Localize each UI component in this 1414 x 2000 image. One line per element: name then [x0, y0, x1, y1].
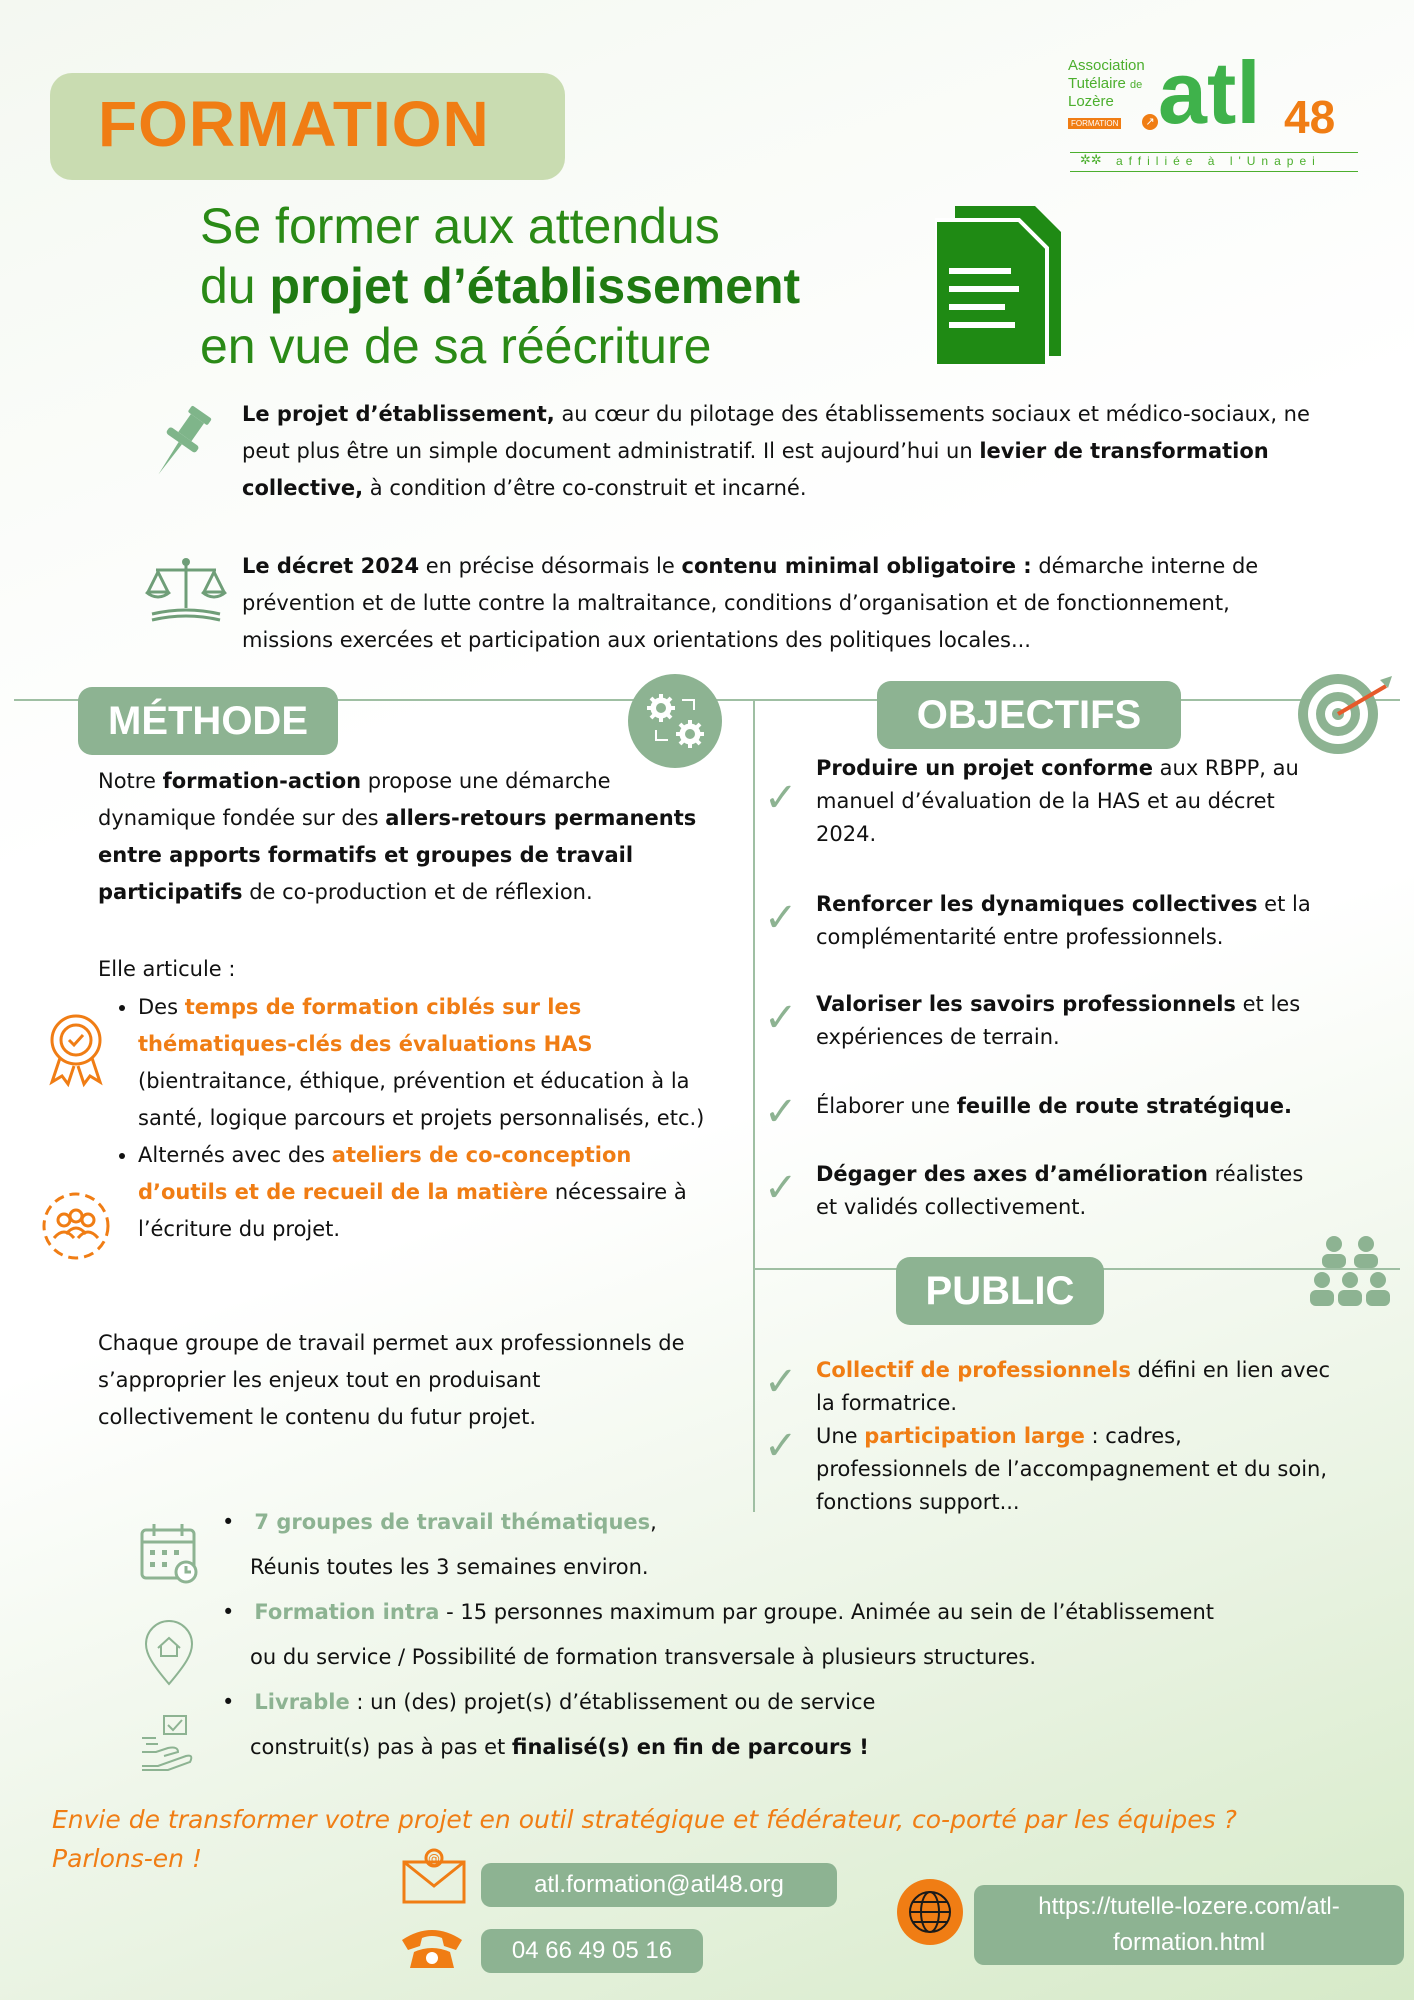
logo-affiliation: affiliée à l'Unapei [1116, 154, 1321, 168]
check-icon: ✓ [764, 895, 798, 941]
headline-line2-bold: projet d’établissement [269, 258, 801, 314]
phone-number[interactable]: 04 66 49 05 16 [481, 1929, 703, 1973]
gears-icon [628, 674, 722, 768]
phone-icon [398, 1924, 466, 1972]
logo-number: 48 [1284, 91, 1336, 143]
check-icon: ✓ [764, 1089, 798, 1135]
check-icon: ✓ [764, 1359, 798, 1405]
pushpin-icon [158, 405, 214, 485]
team-workshop-icon [38, 1188, 114, 1264]
objectifs-title: OBJECTIFS [877, 681, 1181, 749]
check-icon: ✓ [764, 995, 798, 1041]
check-icon: ✓ [764, 1423, 798, 1469]
headline-line1: Se former aux attendus [200, 198, 720, 254]
globe-icon [897, 1879, 963, 1945]
methode-bullets [112, 989, 714, 1248]
logo-brand: atl [1158, 43, 1261, 142]
methode-paragraph-3: Chaque groupe de travail permet aux professionnels de s’approprier les enjeux tout en produisant collectivement le contenu du futur projet. [98, 1331, 685, 1429]
group-people-icon [1310, 1234, 1390, 1314]
email-link[interactable]: atl.formation@atl48.org [481, 1863, 837, 1907]
list-item: Produire un projet conforme aux RBPP, au manuel d’évaluation de la HAS et au décret 2024. [816, 756, 1299, 846]
justice-scale-icon [144, 556, 228, 622]
target-icon [1296, 670, 1396, 756]
delivery-hand-icon [138, 1712, 198, 1772]
formation-badge [50, 73, 565, 180]
calendar-icon [138, 1522, 202, 1586]
svg-text:@: @ [428, 1852, 440, 1866]
list-item: • 7 groupes de travail thématiques, [222, 1510, 657, 1534]
list-item: • Des temps de formation ciblés sur les thématiques-clés des évaluations HAS (bientraitance, éthique, prévention et éducation à la santé, logique parcours et projets personnalisés, etc.) [138, 989, 714, 1137]
logo-line2: Tutélaire [1068, 75, 1126, 92]
list-item: Valoriser les savoirs professionnels et les expériences de terrain. [816, 992, 1301, 1049]
award-badge-icon [46, 1012, 106, 1088]
list-item: • Alternés avec des ateliers de co-conception d’outils et de recueil de la matière nécessaire à l’écriture du projet. [138, 1137, 714, 1248]
public-title: PUBLIC [896, 1257, 1104, 1325]
logo-line1: Association [1068, 57, 1145, 74]
methode-paragraph-1: Notre formation-action propose une démarche dynamique fondée sur des allers-retours permanents entre apports formatifs et groupes de travail participatifs de co-production et de réflexion. [98, 769, 697, 904]
logo-arrow-icon: ↗ [1142, 114, 1158, 130]
atl48-logo [1066, 43, 1366, 181]
list-item: Une participation large : cadres, professionnels de l’accompagnement et du soin, fonctions support... [816, 1424, 1328, 1514]
website-link[interactable]: https://tutelle-lozere.com/atl- formation.html [974, 1885, 1404, 1965]
list-item: • Livrable : un (des) projet(s) d’établissement ou de service [222, 1690, 876, 1714]
intro-paragraph-2: Le décret 2024 en précise désormais le contenu minimal obligatoire : démarche interne de prévention et de lutte contre la maltraitance, conditions d’organisation et de fonctionnement, missions exercées et participation aux orientations des politiques locales... [242, 554, 1259, 652]
location-pin-icon [144, 1620, 194, 1686]
list-item: • Formation intra - 15 personnes maximum par groupe. Animée au sein de l’établissement [222, 1600, 1215, 1624]
column-divider [753, 700, 755, 1512]
logo-line2b: de [1129, 79, 1143, 91]
email-icon [402, 1848, 466, 1904]
formation-title: FORMATION [98, 88, 490, 160]
call-to-action: Envie de transformer votre projet en outil stratégique et fédérateur, co-porté par les équipes ? Parlons-en ! [52, 1805, 1237, 1873]
check-icon: ✓ [764, 775, 798, 821]
logo-line3: Lozère [1068, 93, 1114, 110]
list-item: Élaborer une feuille de route stratégique. [816, 1094, 1292, 1118]
headline-line3: en vue de sa réécriture [200, 318, 712, 374]
logo-tag: FORMATION [1068, 118, 1121, 129]
details-list: • 7 groupes de travail thématiques, Réunis toutes les 3 semaines environ. • Formation intra - 15 personnes maximum par groupe. Animée au sein de l’établissement ou du service / Possibilité de formation transversale à plusieurs structures. • Livrable : un (des) projet(s) d’établissement ou de service construit(s) pas à pas et finalisé(s) en fin de parcours ! [222, 1504, 1222, 1766]
methode-intro-2: Elle articule : [98, 957, 236, 981]
headline [200, 196, 800, 376]
check-icon: ✓ [764, 1165, 798, 1211]
people-icon: ✲✲ [1080, 153, 1102, 168]
document-icon [935, 206, 1061, 366]
list-item: Renforcer les dynamiques collectives et la complémentarité entre professionnels. [816, 892, 1311, 949]
intro-paragraph-1: Le projet d’établissement, au cœur du pilotage des établissements sociaux et médico-sociaux, ne peut plus être un simple document administratif. Il est aujourd’hui un levier de transformation collective, à condition d’être co-construit et incarné. [242, 402, 1310, 500]
methode-title: MÉTHODE [78, 687, 338, 755]
public-list [816, 1354, 1336, 1519]
list-item: Dégager des axes d’amélioration réalistes et validés collectivement. [816, 1162, 1304, 1219]
list-item: Collectif de professionnels défini en lien avec la formatrice. [816, 1358, 1331, 1415]
headline-line2-prefix: du [200, 258, 270, 314]
